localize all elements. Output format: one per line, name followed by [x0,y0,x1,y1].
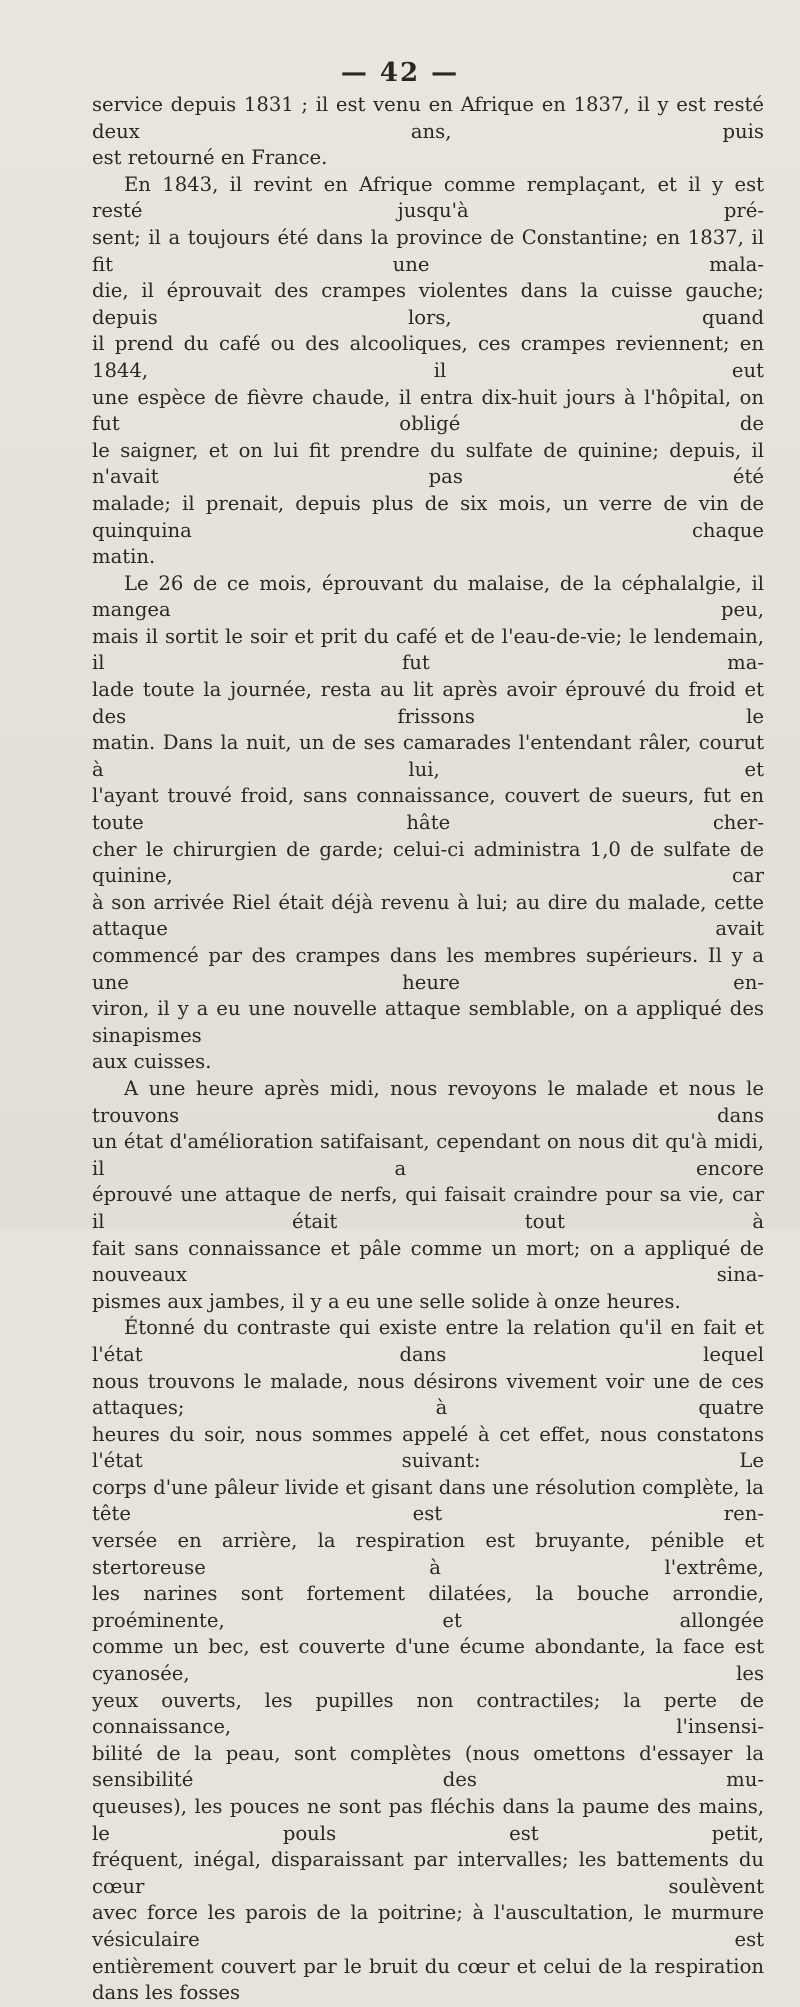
text-line: En 1843, il revint en Afrique comme remplaçant, et il y est resté jusqu'à pré- [92,172,764,223]
text-line: est retourné en France. [92,146,328,170]
text-line: matin. Dans la nuit, un de ses camarades l'entendant râler, courut à lui, et [92,731,764,781]
text-line: heures du soir, nous sommes appelé à cet effet, nous constatons l'état suivant: Le [92,1422,764,1473]
text-line: fait sans connaissance et pâle comme un mort; on a appliqué de nouveaux sina- [92,1236,764,1287]
text-line: nous trouvons le malade, nous désirons vivement voir une de ces attaques; à quatre [92,1369,764,1420]
text-line: versée en arrière, la respiration est bruyante, pénible et stertoreuse à l'extrême, [92,1529,764,1579]
text-line: Étonné du contraste qui existe entre la relation qu'il en fait et l'état dans lequel [92,1316,764,1366]
text-line: à son arrivée Riel était déjà revenu à lui; au dire du malade, cette attaque avait [92,890,764,941]
text-line: fréquent, inégal, disparaissant par intervalles; les battements du cœur soulèvent [92,1848,764,1898]
text-line: le saigner, et on lui fit prendre du sulfate de quinine; depuis, il n'avait pas été [92,438,764,489]
text-line: Le 26 de ce mois, éprouvant du malaise, de la céphalalgie, il mangea peu, [92,571,764,622]
text-line: cher le chirurgien de garde; celui-ci administra 1,0 de sulfate de quinine, car [92,837,764,888]
text-line: il prend du café ou des alcooliques, ces crampes reviennent; en 1844, il eut [92,332,764,382]
text-line: viron, il y a eu une nouvelle attaque semblable, on a appliqué des sinapismes [92,997,764,1047]
page-number: — 42 — [340,58,460,88]
text-line: die, il éprouvait des crampes violentes dans la cuisse gauche; depuis lors, quand [92,279,764,329]
text-line: entièrement couvert par le bruit du cœur et celui de la respiration dans les fosses [92,1954,764,2005]
text-line: pismes aux jambes, il y a eu une selle solide à onze heures. [92,1289,681,1313]
text-line: bilité de la peau, sont complètes (nous omettons d'essayer la sensibilité des mu- [92,1741,764,1792]
text-line: commencé par des crampes dans les membres supérieurs. Il y a une heure en- [92,944,764,994]
text-line: l'ayant trouvé froid, sans connaissance, couvert de sueurs, fut en toute hâte cher- [92,784,764,835]
text-line: mais il sortit le soir et prit du café et de l'eau-de-vie; le lendemain, il fut ma- [92,624,764,675]
text-line: avec force les parois de la poitrine; à l'auscultation, le murmure vésiculaire est [92,1901,764,1951]
text-line: aux cuisses. [92,1050,212,1074]
text-line: lade toute la journée, resta au lit après avoir éprouvé du froid et des frissons le [92,678,764,728]
paragraph [92,1315,764,2006]
body-text [92,92,764,2007]
text-line: un état d'amélioration satifaisant, cependant on nous dit qu'à midi, il a encore [92,1130,764,1180]
paragraph [92,571,764,1076]
text-line: malade; il prenait, depuis plus de six mois, un verre de vin de quinquina chaque [92,491,764,542]
paragraph [92,1076,764,1315]
paragraph [92,92,764,172]
paragraph [92,172,764,571]
text-line: sent; il a toujours été dans la province de Constantine; en 1837, il fit une mala- [92,225,764,276]
text-line: les narines sont fortement dilatées, la bouche arrondie, proéminente, et allongée [92,1582,764,1632]
text-line: éprouvé une attaque de nerfs, qui faisait craindre pour sa vie, car il était tout à [92,1183,764,1233]
text-line: comme un bec, est couverte d'une écume abondante, la face est cyanosée, les [92,1635,764,1686]
text-line: yeux ouverts, les pupilles non contractiles; la perte de connaissance, l'insensi- [92,1688,764,1739]
text-line: queuses), les pouces ne sont pas fléchis dans la paume des mains, le pouls est petit, [92,1795,764,1845]
text-line: matin. [92,545,156,569]
text-line: service depuis 1831 ; il est venu en Afrique en 1837, il y est resté deux ans, puis [92,93,764,143]
text-line: corps d'une pâleur livide et gisant dans une résolution complète, la tête est ren- [92,1475,764,1526]
text-line: A une heure après midi, nous revoyons le malade et nous le trouvons dans [92,1076,764,1127]
text-line: une espèce de fièvre chaude, il entra dix-huit jours à l'hôpital, on fut obligé de [92,385,764,436]
